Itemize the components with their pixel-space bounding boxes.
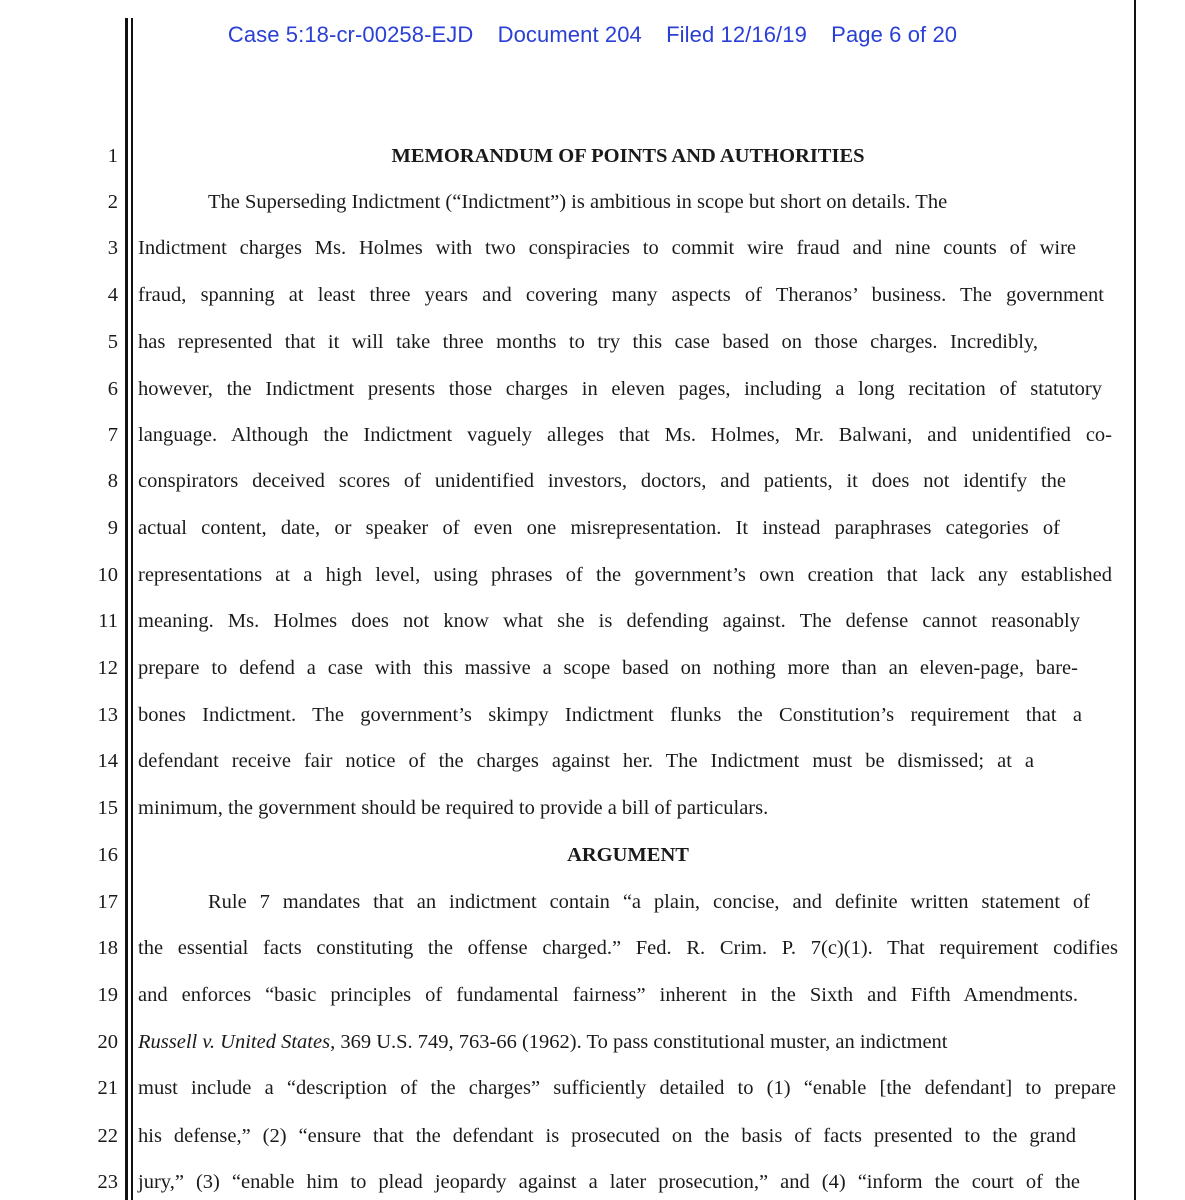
line-number: 14 [97, 750, 118, 772]
line-text: The Superseding Indictment (“Indictment”) is ambitious in scope but short on details. The [208, 191, 948, 213]
line-number: 9 [107, 517, 118, 539]
pleading-line [0, 928, 1185, 968]
pleading-line [0, 508, 1185, 548]
line-number: 13 [97, 704, 118, 726]
line-text: the essential facts constituting the offense charged.” Fed. R. Crim. P. 7(c)(1). That requirement codifies [138, 937, 1118, 959]
line-number: 3 [107, 237, 118, 259]
line-number: 18 [97, 937, 118, 959]
page-indicator: Page 6 of 20 [831, 22, 958, 47]
line-number: 22 [97, 1125, 118, 1147]
argument-heading: ARGUMENT [567, 844, 689, 866]
line-number: 2 [107, 191, 118, 213]
ecf-header [0, 22, 1185, 48]
pleading-line [0, 369, 1185, 409]
line-number: 21 [97, 1077, 118, 1099]
line-text: conspirators deceived scores of unidentified investors, doctors, and patients, it does not identify the [138, 470, 1066, 492]
line-text: and enforces “basic principles of fundamental fairness” inherent in the Sixth and Fifth Amendments. [138, 984, 1078, 1006]
line-text: prepare to defend a case with this massive a scope based on nothing more than an eleven-page, bare- [138, 657, 1078, 679]
line-number: 8 [107, 470, 118, 492]
pleading-line [0, 835, 1185, 875]
line-number: 1 [107, 145, 118, 167]
line-number: 16 [97, 844, 118, 866]
line-text: actual content, date, or speaker of even one misrepresentation. It instead paraphrases categories of [138, 517, 1060, 539]
case-citation: Russell v. United States [138, 1031, 331, 1053]
pleading-line [0, 415, 1185, 455]
pleading-line [0, 182, 1185, 222]
line-text [138, 1022, 1072, 1062]
line-text: must include a “description of the charges” sufficiently detailed to (1) “enable [the defendant] to prepare [138, 1077, 1116, 1099]
pleading-line [0, 601, 1185, 641]
pleading-line [0, 228, 1185, 268]
pleading-line [0, 275, 1185, 315]
case-number: Case 5:18-cr-00258-EJD [227, 22, 474, 47]
pleading-line [0, 1116, 1185, 1156]
line-text: meaning. Ms. Holmes does not know what she is defending against. The defense cannot reasonably [138, 610, 1080, 632]
pleading-line [0, 1068, 1185, 1108]
pleading-line [0, 322, 1185, 362]
pleading-line [0, 741, 1185, 781]
line-number: 12 [97, 657, 118, 679]
line-number: 11 [98, 610, 118, 632]
line-number: 4 [107, 284, 118, 306]
line-number: 5 [107, 331, 118, 353]
pleading-line [0, 695, 1185, 735]
document-number: Document 204 [497, 22, 642, 47]
citation-text: , 369 U.S. 749, 763-66 (1962). To pass constitutional muster, an indictment [330, 1031, 948, 1053]
filed-date: Filed 12/16/19 [666, 22, 807, 47]
line-number: 17 [97, 891, 118, 913]
pleading-line [0, 648, 1185, 688]
line-text: representations at a high level, using phrases of the government’s own creation that lack any established [138, 564, 1112, 586]
pleading-line [0, 882, 1185, 922]
line-text: defendant receive fair notice of the charges against her. The Indictment must be dismissed; at a [138, 750, 1034, 772]
pleading-line [0, 1022, 1185, 1062]
line-number: 6 [107, 378, 118, 400]
pleading-line [0, 555, 1185, 595]
memorandum-title: MEMORANDUM OF POINTS AND AUTHORITIES [391, 145, 865, 167]
pleading-line [0, 136, 1185, 176]
line-text: minimum, the government should be required to provide a bill of particulars. [138, 797, 769, 819]
line-number: 20 [97, 1031, 118, 1053]
line-text: Indictment charges Ms. Holmes with two conspiracies to commit wire fraud and nine counts of wire [138, 237, 1076, 259]
line-text: jury,” (3) “enable him to plead jeopardy against a later prosecution,” and (4) “inform the court of the [138, 1171, 1080, 1193]
line-number: 7 [107, 424, 118, 446]
pleading-line [0, 461, 1185, 501]
line-text: his defense,” (2) “ensure that the defendant is prosecuted on the basis of facts presented to the grand [138, 1125, 1076, 1147]
line-text: has represented that it will take three months to try this case based on those charges. Incredibly, [138, 331, 1038, 353]
right-margin-rule [1134, 0, 1136, 1200]
pleading-line [0, 975, 1185, 1015]
line-text: however, the Indictment presents those charges in eleven pages, including a long recitation of statutory [138, 378, 1102, 400]
line-number: 10 [97, 564, 118, 586]
line-text: bones Indictment. The government’s skimpy Indictment flunks the Constitution’s requirement that a [138, 704, 1082, 726]
line-text: fraud, spanning at least three years and covering many aspects of Theranos’ business. The government [138, 284, 1104, 306]
pleading-line [0, 788, 1185, 828]
pleading-line [0, 1162, 1185, 1200]
line-number: 23 [97, 1171, 118, 1193]
line-number: 15 [97, 797, 118, 819]
line-text: language. Although the Indictment vaguely alleges that Ms. Holmes, Mr. Balwani, and unidentified co- [138, 424, 1112, 446]
line-text: Rule 7 mandates that an indictment contain “a plain, concise, and definite written statement of [208, 891, 1090, 913]
line-number: 19 [97, 984, 118, 1006]
